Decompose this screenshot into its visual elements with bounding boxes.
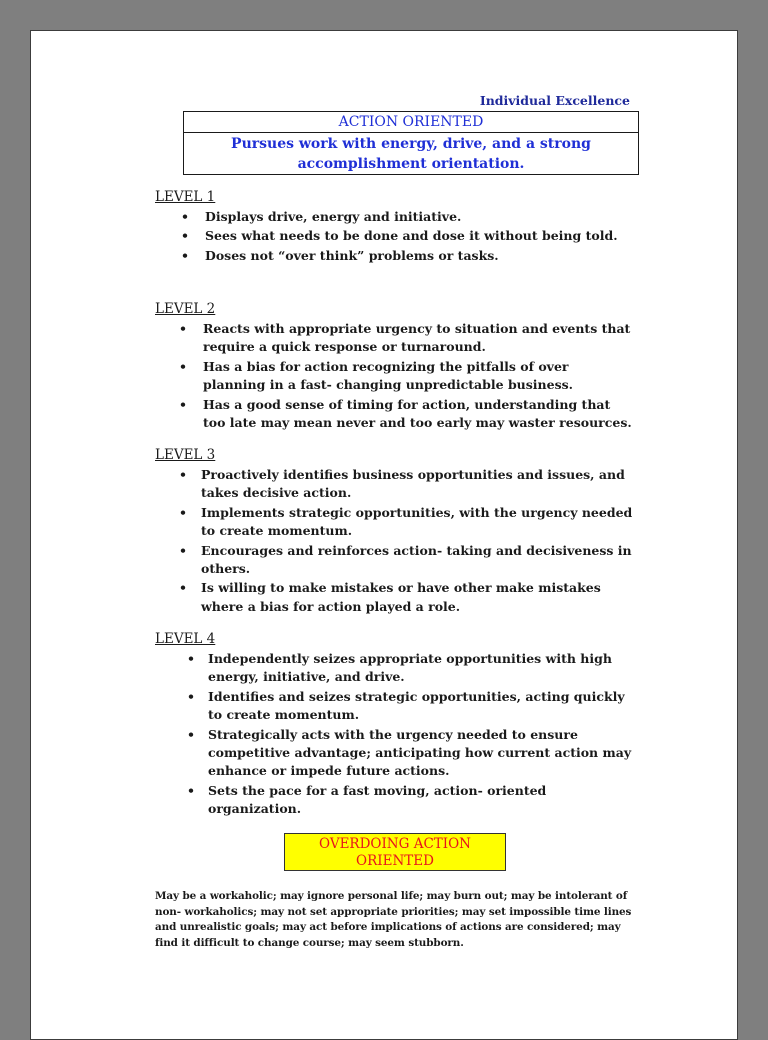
list-item: • Proactively identifies business opportunities and issues, and takes decisive action. xyxy=(155,466,635,503)
level-1-section xyxy=(155,189,618,266)
level-heading: LEVEL 2 xyxy=(155,301,216,317)
list-item: • Implements strategic opportunities, with the urgency needed to create momentum. xyxy=(155,504,635,541)
document-page xyxy=(30,30,738,1040)
competency-title: ACTION ORIENTED xyxy=(184,112,638,133)
level-4-section xyxy=(155,631,635,820)
level-3-list xyxy=(155,466,635,616)
overdoing-description: May be a workaholic; may ignore personal life; may burn out; may be intolerant of non- workaholics; may not set appropriate priorities; may set impossible time lines and unrealistic goals; may act before implications of actions are considered; may find it difficult to change course; may seem stubborn. xyxy=(155,890,632,949)
list-item: • Encourages and reinforces action- taking and decisiveness in others. xyxy=(155,542,635,579)
list-item: • Identifies and seizes strategic opportunities, acting quickly to create momentum. xyxy=(155,688,635,725)
level-4-list xyxy=(155,650,635,819)
competency-description: Pursues work with energy, drive, and a strong accomplishment orientation. xyxy=(231,136,591,172)
list-item: • Has a good sense of timing for action, understanding that too late may mean never and too early may waster resources. xyxy=(155,396,635,433)
list-item: • Reacts with appropriate urgency to situation and events that require a quick response or turnaround. xyxy=(155,320,635,357)
list-item: • Strategically acts with the urgency needed to ensure competitive advantage; anticipating how current action may enhance or impede future actions. xyxy=(155,726,635,781)
level-2-section xyxy=(155,301,635,433)
level-heading: LEVEL 1 xyxy=(155,189,216,205)
competency-category: Individual Excellence xyxy=(479,93,630,108)
level-3-section xyxy=(155,447,635,617)
list-item: • Sets the pace for a fast moving, action- oriented organization. xyxy=(155,782,635,819)
level-heading: LEVEL 3 xyxy=(155,447,216,463)
overdoing-heading-box: OVERDOING ACTION ORIENTED xyxy=(284,833,506,871)
competency-title-box xyxy=(183,111,639,175)
level-1-list xyxy=(155,208,618,265)
list-item: • Is willing to make mistakes or have other make mistakes where a bias for action played a role. xyxy=(155,579,635,616)
list-item: • Has a bias for action recognizing the pitfalls of over planning in a fast- changing unpredictable business. xyxy=(155,358,635,395)
level-2-list xyxy=(155,320,635,432)
list-item: • Independently seizes appropriate opportunities with high energy, initiative, and drive. xyxy=(155,650,635,687)
list-item: • Displays drive, energy and initiative. xyxy=(155,208,618,226)
list-item: • Doses not “over think” problems or tasks. xyxy=(155,247,618,265)
list-item: • Sees what needs to be done and dose it without being told. xyxy=(155,227,618,245)
level-heading: LEVEL 4 xyxy=(155,631,216,647)
